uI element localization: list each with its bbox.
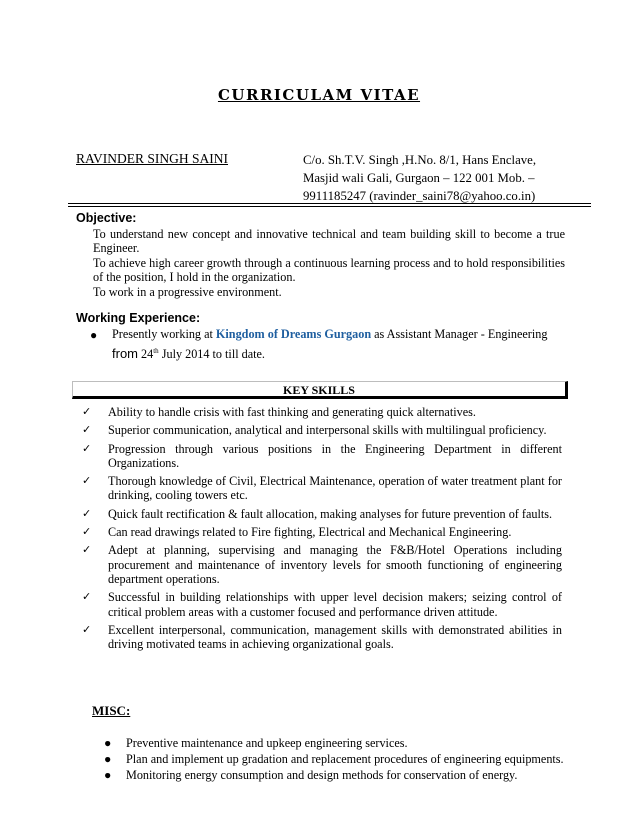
experience-heading: Working Experience: (76, 311, 201, 325)
list-item: ✓ Adept at planning, supervising and managing the F&B/Hotel Operations including procurement and maintenance of inventory levels for smooth functioning of engineering department operations. (82, 543, 562, 586)
contact-address (303, 151, 593, 205)
experience-prefix: Presently working at (112, 327, 213, 341)
checkmark-icon: ✓ (82, 544, 92, 557)
address-line: C/o. Sh.T.V. Singh ,H.No. 8/1, Hans Enclave, (303, 153, 537, 167)
list-item: ✓ Ability to handle crisis with fast thinking and generating quick alternatives. (82, 405, 476, 419)
list-item: ● Monitoring energy consumption and design methods for conservation of energy. (104, 768, 518, 783)
experience-from: from (112, 346, 138, 362)
list-item: ✓ Progression through various positions in the Engineering Department in different Organizations. (82, 441, 562, 470)
checkmark-icon: ✓ (82, 406, 92, 418)
bullet-icon: ● (104, 736, 112, 750)
company-name: Kingdom of Dreams Gurgaon (215, 327, 372, 341)
list-item: ● Preventive maintenance and upkeep engineering services. (104, 736, 408, 750)
experience-date-suffix: th (153, 347, 159, 355)
checkmark-icon: ✓ (82, 442, 92, 455)
experience-date-rest: July 2014 to till date. (161, 347, 265, 362)
experience-date-day: 24 (141, 347, 154, 362)
objective-line: To achieve high career growth through a continuous learning process and to hold responsibilities of the position, I hold in the organization. (93, 256, 565, 284)
checkmark-icon: ✓ (82, 591, 92, 604)
candidate-name: RAVINDER SINGH SAINI (76, 151, 229, 166)
document-title: CURRICULAM VITAE (217, 86, 421, 104)
checkmark-icon: ✓ (82, 507, 92, 520)
misc-heading: MISC: (92, 703, 131, 718)
bullet-icon: ● (90, 328, 98, 342)
address-line: Masjid wali Gali, Gurgaon – 122 001 Mob. – (303, 171, 535, 185)
bullet-icon: ● (104, 752, 112, 767)
misc-list (104, 736, 564, 785)
objective-line: To understand new concept and innovative technical and team building skill to become a true Engineer. (93, 227, 565, 255)
experience-entry (112, 326, 568, 363)
key-skills-list (82, 405, 562, 655)
list-item: ✓ Can read drawings related to Fire fighting, Electrical and Mechanical Engineering. (82, 525, 512, 540)
checkmark-icon: ✓ (82, 475, 92, 488)
checkmark-icon: ✓ (82, 623, 92, 636)
address-line: 9911185247 (ravinder_saini78@yahoo.co.in) (303, 189, 536, 203)
bullet-icon: ● (104, 768, 112, 783)
list-item: ✓ Successful in building relationships with upper level decision makers; seizing control of critical problem areas with a customer focused and performance driven attitude. (82, 590, 562, 619)
objective-line: To work in a progressive environment. (93, 285, 282, 299)
objective-heading: Objective: (76, 211, 137, 225)
key-skills-banner: KEY SKILLS (72, 381, 568, 399)
header-divider-thin (68, 206, 591, 207)
list-item: ✓ Thorough knowledge of Civil, Electrical Maintenance, operation of water treatment plant for drinking, cooling towers etc. (82, 474, 562, 503)
experience-role: as Assistant Manager - Engineering (374, 327, 548, 341)
list-item: ✓ Quick fault rectification & fault allocation, making analyses for future prevention of faults. (82, 506, 553, 521)
list-item: ● Plan and implement up gradation and replacement procedures of engineering equipments. (104, 752, 564, 767)
list-item: ✓ Excellent interpersonal, communication, management skills with demonstrated abilities in driving motivated teams in achieving organizational goals. (82, 622, 562, 652)
list-item: ✓ Superior communication, analytical and interpersonal skills with multilingual proficiency. (82, 423, 547, 438)
checkmark-icon: ✓ (82, 424, 92, 437)
header-divider (68, 203, 591, 204)
checkmark-icon: ✓ (82, 526, 92, 539)
